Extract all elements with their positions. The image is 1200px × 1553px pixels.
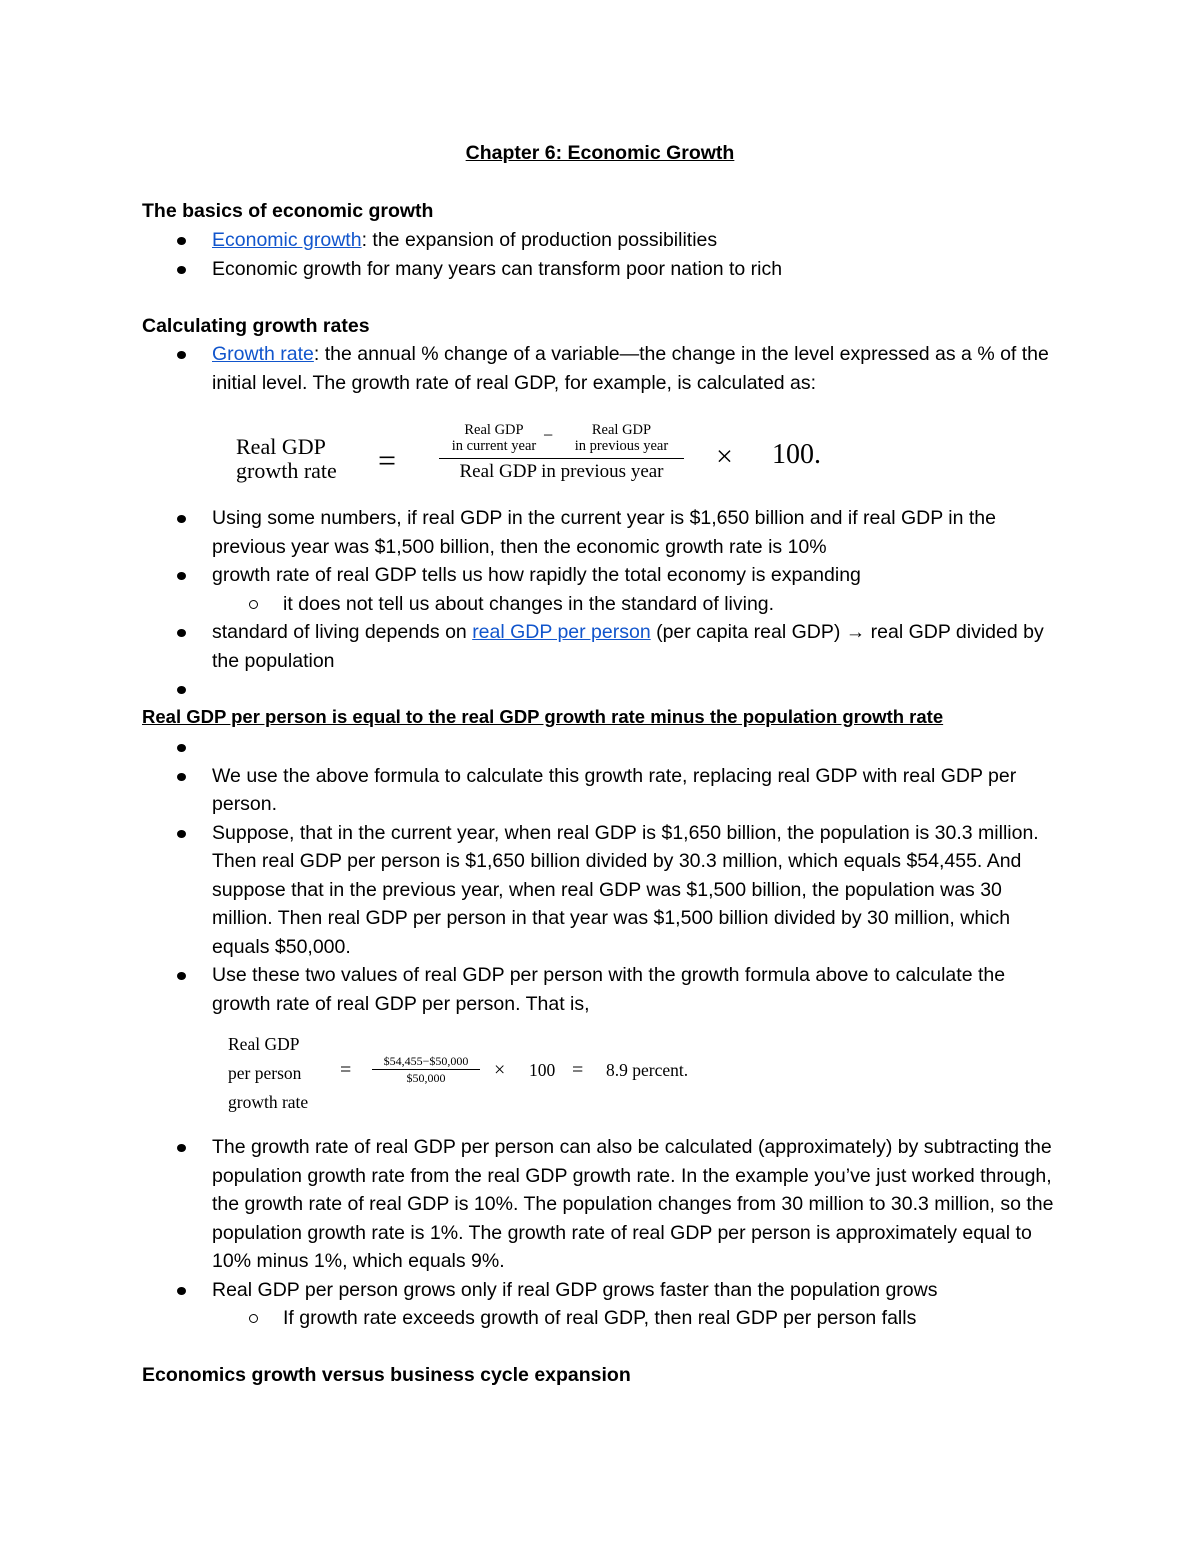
list-item-text: standard of living depends on [212,621,473,643]
bullet-icon [177,773,186,781]
list-item [0,1276,1062,1305]
list-item [0,618,1062,675]
list-item [0,819,1062,962]
list-item [0,340,1062,397]
formula2-result: 8.9 percent. [606,1060,689,1080]
bullet-icon [177,266,186,274]
formula-lhs [236,435,337,483]
per-person-growth-formula [228,1030,708,1114]
bullet-icon [177,744,186,752]
bullet-list-per-person [0,733,1200,1018]
bullet-icon [177,515,186,523]
formula2-numerator: $54,455−$50,000 [383,1054,469,1068]
numerator-a [439,422,549,454]
formula2-lhs [228,1030,308,1117]
list-item [0,762,1062,819]
numerator-b-line1: Real GDP [591,422,652,438]
list-item-text: The growth rate of real GDP per person can also be calculated (approximately) by subtracting the population growth rate from the real GDP growth rate. In the example you’ve just worked through, the growth rate of real GDP is 10%. The population changes from 30 million to 30.3 million, so the population growth rate is 1%. The growth rate of real GDP per person is approximately equal to 10% minus 1%, which equals 9%. [212,1136,1054,1272]
list-item [0,561,1062,590]
bullet-icon [177,351,186,359]
formula-lhs-line2: growth rate [236,458,337,483]
fraction-bar [439,458,684,459]
growth-rate-formula [236,418,836,490]
formula2-lhs-line2: per person [228,1063,302,1083]
formula2-times: × [494,1059,506,1081]
bullet-icon [177,972,186,980]
list-item-empty [0,733,1062,762]
bullet-list-basics [0,226,1200,283]
bullet-icon [177,237,186,245]
section-heading-basics: The basics of economic growth [142,200,434,222]
formula-fraction [439,418,684,490]
list-item [0,1133,1062,1276]
section-heading-business-cycle: Economics growth versus business cycle expansion [142,1364,631,1386]
numerator-a-line1: Real GDP [464,422,524,438]
formula2-factor: 100 [529,1060,556,1080]
sub-list-item [0,1304,1063,1333]
list-item [0,255,1062,284]
bullet-icon [177,1144,186,1152]
real-gdp-per-person-link[interactable]: real GDP per person [472,621,651,643]
bullet-list-growth-rates [0,340,1200,397]
list-item-text: We use the above formula to calculate this growth rate, replacing real GDP with real GDP per person. [212,764,1017,815]
formula-factor: 100. [772,439,821,470]
list-item-text: Using some numbers, if real GDP in the current year is $1,650 billion and if real GDP in the previous year was $1,500 billion, then the economic growth rate is 10% [212,507,996,558]
formula2-denominator: $50,000 [406,1071,446,1085]
list-item-text: (per capita real GDP) → real GDP divided by the population [212,621,1044,672]
hollow-bullet-icon [249,1314,258,1323]
list-item-text: Real GDP per person grows only if real GDP grows faster than the population grows [212,1278,938,1301]
list-item-text: growth rate of real GDP tells us how rapidly the total economy is expanding [212,564,861,586]
numerator-minus: − [543,425,554,445]
sub-list-item [0,590,1063,619]
numerator-a-line2: in current year [451,438,537,454]
list-item-text: Suppose, that in the current year, when real GDP is $1,650 billion, the population is 30.3 million. Then real GDP per person is $1,650 billion divided by 30.3 million, which equals $54,455. And suppose that in the previous year, when real GDP was $1,500 billion, the population was 30 million. Then real GDP per person in that year was $1,500 billion divided by 30 million, which equals $50,000. [212,821,1039,958]
list-item [0,226,1062,255]
numerator-b [559,422,684,454]
list-item [0,961,1062,1018]
formula-times: × [716,440,733,473]
section-heading-growth-rates: Calculating growth rates [142,315,370,337]
hollow-bullet-icon [249,600,258,609]
section-heading-per-person: Real GDP per person is equal to the real GDP growth rate minus the population growth rate [142,706,944,727]
list-item-text: : the expansion of production possibilities [361,229,718,251]
list-item-text: Economic growth for many years can transform poor nation to rich [212,257,783,280]
list-item-text: it does not tell us about changes in the standard of living. [283,592,775,615]
numerator-b-line2: in previous year [574,438,669,454]
formula2-fraction [372,1054,480,1085]
economic-growth-link[interactable]: Economic growth [212,229,362,251]
bullet-list-growth-rates-cont [0,504,1200,704]
formula2-fraction-bar [372,1069,480,1070]
page-title: Chapter 6: Economic Growth [465,142,735,164]
denominator: Real GDP in previous year [459,461,664,482]
bullet-icon [177,830,186,838]
formula-lhs-line1: Real GDP [236,434,326,459]
bullet-list-per-person-cont [0,1133,1200,1333]
formula2-equals: = [340,1059,352,1081]
bullet-icon [177,572,186,580]
formula2-lhs-line1: Real GDP [228,1034,300,1054]
list-item-text: : the annual % change of a variable—the change in the level expressed as a % of the initial level. The growth rate of real GDP, for example, is calculated as: [212,343,1049,394]
list-item-text: Use these two values of real GDP per person with the growth formula above to calculate the growth rate of real GDP per person. That is, [212,964,1006,1015]
bullet-icon [177,629,186,637]
bullet-icon [177,686,186,694]
bullet-icon [177,1287,186,1295]
formula2-lhs-line3: growth rate [228,1092,309,1112]
formula-equals: = [378,442,397,478]
formula2-equals-2: = [572,1059,584,1081]
list-item [0,504,1062,561]
list-item-empty [0,675,1062,704]
growth-rate-link[interactable]: Growth rate [212,343,314,365]
list-item-text: If growth rate exceeds growth of real GDP, then real GDP per person falls [283,1307,917,1329]
